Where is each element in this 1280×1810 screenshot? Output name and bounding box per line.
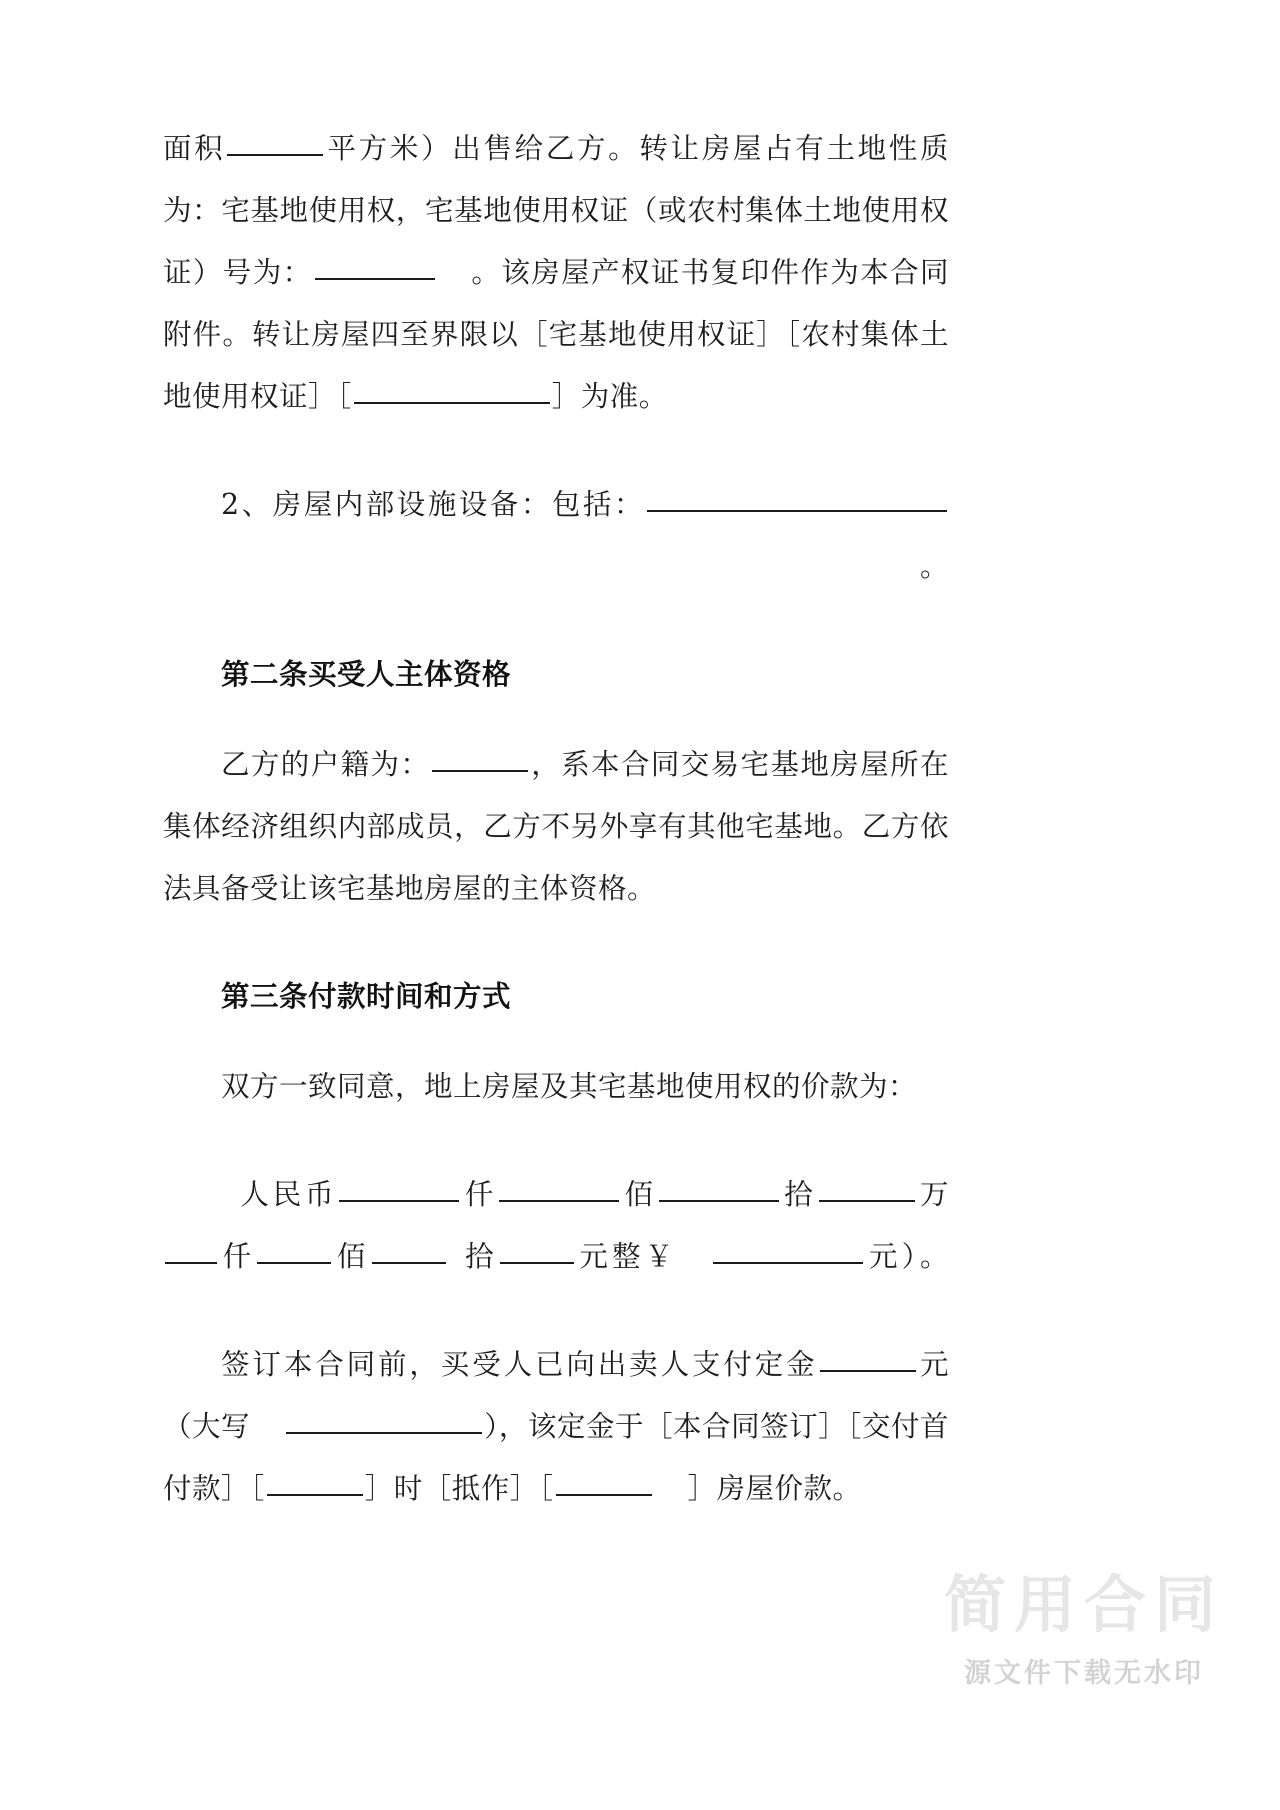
blank-field-offset-target[interactable]: [556, 1470, 652, 1496]
blank-field-numeric-amount[interactable]: [713, 1238, 863, 1264]
blank-field-yuan[interactable]: [500, 1238, 574, 1264]
heading-article-3: 第三条付款时间和方式: [221, 980, 512, 1013]
text-run: ］为准。: [551, 380, 668, 413]
blank-field-bai[interactable]: [499, 1176, 619, 1202]
currency-symbol: ￥: [644, 1240, 678, 1273]
paragraph-gap: [163, 706, 949, 734]
paragraph-price-agreement: [163, 1056, 949, 1118]
text-run: 面积: [163, 132, 226, 165]
text-run: 双方一致同意，地上房屋及其宅基地使用权的价款为：: [221, 1070, 918, 1103]
text-run: 。该房屋产权证书复印件作为本合同附件。转让房屋四至界限以［宅基地使用权证］［农村集体土地使用权证］［: [163, 256, 949, 413]
unit-yuan-close: 元）。: [865, 1240, 949, 1273]
watermark-brand: 简用合同: [943, 1567, 1224, 1641]
text-run: 元（大写: [163, 1348, 949, 1443]
text-run: 。: [197, 550, 949, 583]
text-run: 2、房屋内部设施设备：包括：: [221, 488, 645, 521]
paragraph-buyer-qualification: [163, 734, 949, 920]
paragraph-deposit: [163, 1334, 949, 1520]
unit-qian: 仟: [461, 1178, 498, 1211]
blank-field-facilities[interactable]: [647, 486, 947, 512]
text-run: 乙方的户籍为：: [221, 748, 431, 781]
blank-field-shi2[interactable]: [372, 1238, 446, 1264]
paragraph-gap: [163, 920, 949, 966]
text-run: ］时［抵作］［: [364, 1472, 554, 1505]
unit-shi: 拾: [780, 1178, 817, 1211]
paragraph-amount-line-1: [163, 1164, 949, 1226]
paragraph-amount-line-2: [163, 1226, 949, 1288]
text-run: ］房屋价款。: [687, 1472, 862, 1505]
paragraph-gap: [163, 1118, 949, 1164]
unit-bai: 佰: [621, 1178, 657, 1211]
heading-article-2: 第二条买受人主体资格: [221, 658, 512, 691]
blank-field-shi[interactable]: [659, 1176, 779, 1202]
watermark: [943, 1567, 1224, 1690]
paragraph-interior-facilities: [163, 474, 949, 598]
blank-field-household-registration[interactable]: [432, 746, 528, 772]
blank-field-bai2[interactable]: [257, 1238, 331, 1264]
paragraph-gap: [163, 1288, 949, 1334]
blank-field-boundary[interactable]: [354, 378, 550, 404]
paragraph-gap: [163, 1028, 949, 1056]
blank-field-certificate-number[interactable]: [315, 254, 435, 280]
unit-qian-2: 仟: [219, 1240, 256, 1273]
unit-shi-2: 拾: [461, 1240, 498, 1273]
blank-field-deposit-timing[interactable]: [267, 1470, 363, 1496]
blank-field-deposit-amount-words[interactable]: [286, 1408, 482, 1434]
watermark-tagline: 源文件下载无水印: [963, 1658, 1204, 1689]
text-run: ，系本合同交易宅基地房屋所在集体经济组织内部成员，乙方不另外享有其他宅基地。乙方依法具备受让该宅基地房屋的主体资格。: [163, 748, 949, 905]
unit-wan: 万: [916, 1178, 949, 1211]
document-body: [163, 118, 949, 1520]
blank-field-wan[interactable]: [819, 1176, 915, 1202]
blank-field-deposit-amount[interactable]: [820, 1346, 916, 1372]
unit-bai-2: 佰: [333, 1240, 370, 1273]
paragraph-property-description: [163, 118, 949, 428]
blank-field-qian[interactable]: [339, 1176, 459, 1202]
text-run-currency: 人民币: [237, 1178, 338, 1211]
blank-field-area[interactable]: [227, 130, 323, 156]
text-run: ），该定金于［本合同签订］［交付首付款］［: [163, 1410, 949, 1505]
paragraph-gap: [163, 428, 949, 474]
text-run: 签订本合同前，买受人已向出卖人支付定金: [221, 1348, 818, 1381]
text-run: 平方米）出售给乙方。转让房屋占有土地性质为：宅基地使用权，宅基地使用权证（或农村集体土地使用权证）号为：: [163, 132, 949, 289]
paragraph-gap: [163, 598, 949, 644]
blank-field-qian2[interactable]: [165, 1238, 217, 1264]
unit-yuanzheng: 元整: [575, 1240, 645, 1273]
